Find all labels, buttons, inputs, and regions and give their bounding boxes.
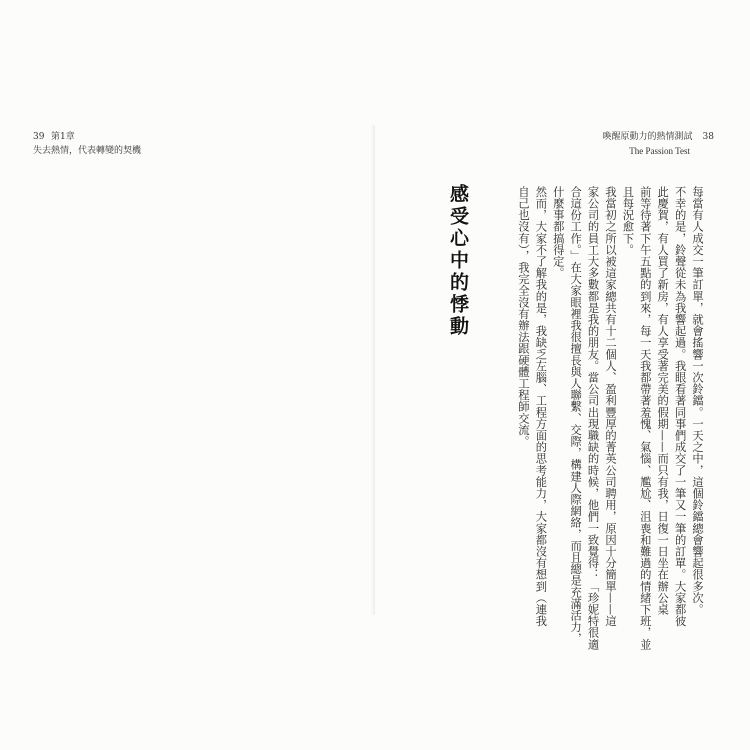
left-running-header [33,131,75,143]
right-page-number: 38 [702,132,714,142]
left-page-number: 39 [33,132,45,142]
right-page [375,0,750,750]
right-running-header [603,131,714,143]
text-column: 前等待著下午五點的到來，每一天我都帶著羞愧、氣惱、尷尬、沮喪和難過的情緒下班，並 [638,186,652,650]
text-column: 家公司的員工大多數都是我的朋友。當公司出現職缺的時候，他們一致覺得：「珍妮特很適 [586,186,600,650]
text-column: 合這份工作。」在大家眼裡我很擅長與人聯繫、交際，構建人際網絡，而且總是充滿活力， [569,186,583,645]
chapter-title: 失去熱情，代表轉變的契機 [33,146,142,156]
text-column: 此慶賀，有人買了新房，有人享受著完美的假期——而只有我，日復一日坐在辦公桌 [656,186,670,616]
chapter-label: 第1章 [51,132,75,142]
text-column: 我當初之所以被這家總共有十二個人、盈利豐厚的菁英公司聘用，原因十分簡單——這 [603,186,617,627]
book-title: 喚醒原動力的熱情測試 [602,132,693,142]
book-subtitle: The Passion Test [629,146,690,156]
text-column: 且每況愈下。 [621,186,635,256]
right-page-body [515,186,706,650]
text-column: 不幸的是，鈴聲從未為我響起過。我眼看著同事們成交了一筆又一筆的訂單。大家都彼 [673,186,687,627]
section-heading: 感受心中的悸動 [447,184,469,338]
text-column: 自己也沒有），我完全沒有辦法跟硬體工程師交流。 [516,186,530,448]
text-column: 然而，大家不了解我的是，我缺乏左腦、工程方面的思考能力，大家都沒有想到（連我 [534,186,548,627]
text-column: 什麼事都搞得定。 [551,186,565,279]
text-column: 每當有人成交一筆訂單，就會搖響一次鈴鐺。一天之中，這個鈴鐺總會響起很多次。 [691,186,704,616]
